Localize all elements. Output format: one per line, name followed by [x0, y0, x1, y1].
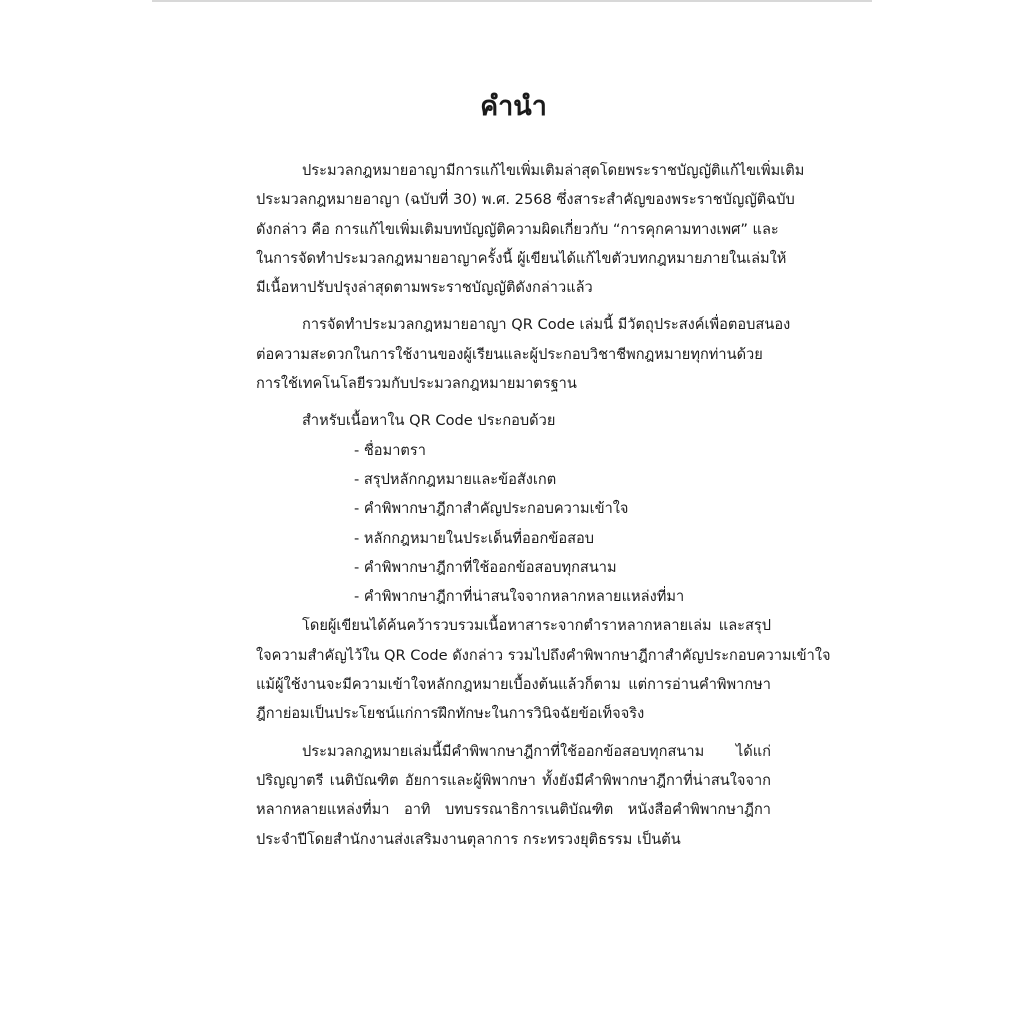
page-top-border	[152, 0, 872, 2]
paragraph-line: ดังกล่าว คือ การแก้ไขเพิ่มเติมบทบัญญัติความผิดเกี่ยวกับ “การคุกคามทางเพศ” และ	[256, 220, 779, 238]
paragraph-line: โดยผู้เขียนได้ค้นคว้ารวบรวมเนื้อหาสาระจากตำราหลากหลายเล่ม และสรุป	[302, 617, 771, 635]
paragraph-line: หลากหลายแหล่งที่มา อาทิ บทบรรณาธิการเนติบัณฑิต หนังสือคำพิพากษาฎีกา	[256, 801, 771, 819]
paragraph-4	[256, 737, 771, 854]
list-item: - คำพิพากษาฎีกาที่น่าสนใจจากหลากหลายแหล่งที่มา	[354, 588, 685, 606]
paragraph-line: ในการจัดทำประมวลกฎหมายอาญาครั้งนี้ ผู้เขียนได้แก้ไขตัวบทกฎหมายภายในเล่มให้	[256, 249, 787, 267]
paragraph-line: มีเนื้อหาปรับปรุงล่าสุดตามพระราชบัญญัติดังกล่าวแล้ว	[256, 279, 593, 297]
content-list	[256, 406, 771, 611]
document-page	[256, 88, 831, 854]
paragraph-2	[256, 310, 791, 398]
list-item: - หลักกฎหมายในประเด็นที่ออกข้อสอบ	[354, 529, 595, 547]
paragraph-line: แม้ผู้ใช้งานจะมีความเข้าใจหลักกฎหมายเบื้องต้นแล้วก็ตาม แต่การอ่านคำพิพากษา	[256, 676, 771, 694]
paragraph-line: ประมวลกฎหมายอาญามีการแก้ไขเพิ่มเติมล่าสุดโดยพระราชบัญญัติแก้ไขเพิ่มเติม	[302, 162, 805, 179]
paragraph-1	[256, 156, 805, 302]
list-item: - ชื่อมาตรา	[354, 441, 426, 459]
paragraph-line: ปริญญาตรี เนติบัณฑิต อัยการและผู้พิพากษา ทั้งยังมีคำพิพากษาฎีกาที่น่าสนใจจาก	[256, 771, 771, 789]
paragraph-line: การใช้เทคโนโลยีรวมกับประมวลกฎหมายมาตรฐาน	[256, 375, 577, 393]
page-title: คำนำ	[480, 91, 547, 122]
paragraph-line: ประมวลกฎหมายอาญา (ฉบับที่ 30) พ.ศ. 2568 ซึ่งสาระสำคัญของพระราชบัญญัติฉบับ	[256, 191, 795, 209]
list-item: - คำพิพากษาฎีกาที่ใช้ออกข้อสอบทุกสนาม	[354, 558, 617, 576]
paragraph-line: ต่อความสะดวกในการใช้งานของผู้เรียนและผู้ประกอบวิชาชีพกฎหมายทุกท่านด้วย	[256, 345, 763, 363]
paragraph-line: ฎีกาย่อมเป็นประโยชน์แก่การฝึกทักษะในการวินิจฉัยข้อเท็จจริง	[256, 705, 645, 723]
list-intro: สำหรับเนื้อหาใน QR Code ประกอบด้วย	[302, 412, 556, 430]
paragraph-line: ประมวลกฎหมายเล่มนี้มีคำพิพากษาฎีกาที่ใช้ออกข้อสอบทุกสนาม ได้แก่	[302, 742, 771, 760]
list-item: - สรุปหลักกฎหมายและข้อสังเกต	[354, 470, 557, 488]
paragraph-line: การจัดทำประมวลกฎหมายอาญา QR Code เล่มนี้ มีวัตถุประสงค์เพื่อตอบสนอง	[302, 316, 791, 334]
paragraph-line: ใจความสำคัญไว้ใน QR Code ดังกล่าว รวมไปถึงคำพิพากษาฎีกาสำคัญประกอบความเข้าใจ	[256, 646, 831, 664]
paragraph-line: ประจำปีโดยสำนักงานส่งเสริมงานตุลาการ กระทรวงยุติธรรม เป็นต้น	[256, 830, 681, 848]
paragraph-3	[256, 611, 831, 728]
list-item: - คำพิพากษาฎีกาสำคัญประกอบความเข้าใจ	[354, 500, 629, 518]
